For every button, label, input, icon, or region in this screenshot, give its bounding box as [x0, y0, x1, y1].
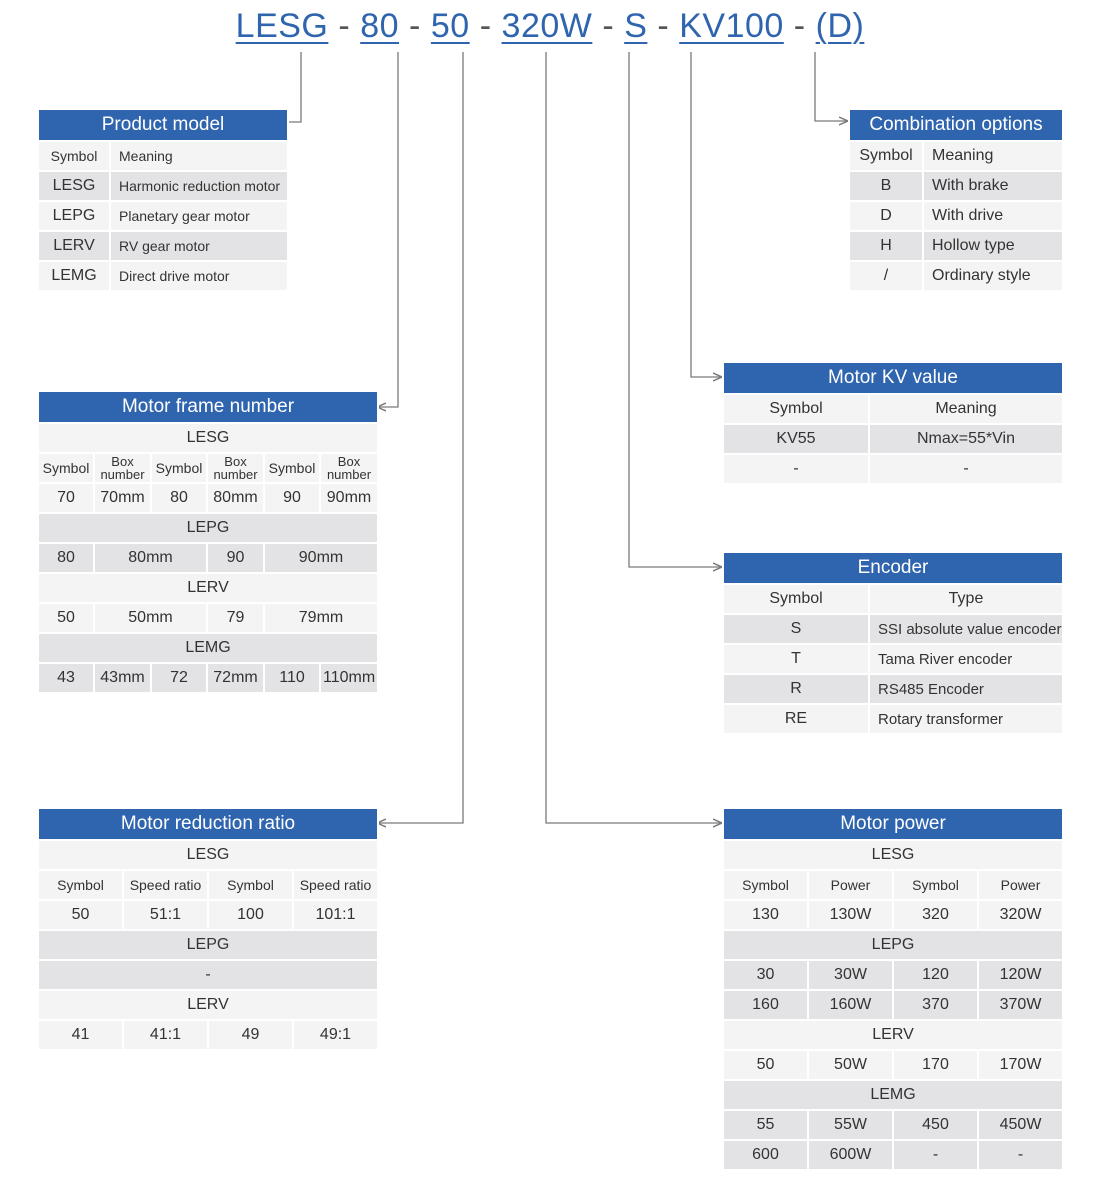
header-cell: Symbol — [38, 870, 123, 900]
value-cell: 320 — [893, 900, 978, 930]
value-cell: 450W — [978, 1110, 1063, 1140]
header-cell: Box number — [320, 453, 378, 483]
series-label-lesg: LESG — [723, 840, 1063, 870]
series-label-lepg: LEPG — [38, 930, 378, 960]
series-label-lesg: LESG — [38, 423, 378, 453]
connector-kv-value — [691, 52, 722, 377]
symbol-cell: / — [849, 261, 923, 291]
header-cell: Symbol — [849, 141, 923, 171]
connector-product-model — [287, 52, 301, 122]
value-cell: 160W — [808, 990, 893, 1020]
meaning-cell: With brake — [923, 171, 1063, 201]
value-cell: 130W — [808, 900, 893, 930]
value-cell: 72 — [151, 663, 207, 693]
header-cell: Symbol — [723, 870, 808, 900]
symbol-cell: T — [723, 644, 869, 674]
series-label-lemg: LEMG — [38, 633, 378, 663]
symbol-cell: LEMG — [38, 261, 110, 291]
meaning-cell: Ordinary style — [923, 261, 1063, 291]
series-label-lesg: LESG — [38, 840, 378, 870]
type-cell: SSI absolute value encoder — [869, 614, 1063, 644]
product-model-title: Product model — [38, 109, 288, 141]
value-cell: 130 — [723, 900, 808, 930]
value-cell: 50 — [38, 900, 123, 930]
value-cell: 370W — [978, 990, 1063, 1020]
code-separator: - — [602, 6, 615, 45]
symbol-cell: LESG — [38, 171, 110, 201]
value-cell: 110 — [264, 663, 320, 693]
motor-power-table — [722, 807, 1064, 1171]
type-cell: RS485 Encoder — [869, 674, 1063, 704]
value-cell: 90 — [264, 483, 320, 513]
value-cell: 170W — [978, 1050, 1063, 1080]
value-cell: - — [38, 960, 378, 990]
value-cell: 600 — [723, 1140, 808, 1170]
header-cell: Symbol — [151, 453, 207, 483]
value-cell: 30 — [723, 960, 808, 990]
header-cell: Symbol — [38, 453, 94, 483]
value-cell: 80mm — [94, 543, 207, 573]
series-label-lepg: LEPG — [723, 930, 1063, 960]
type-cell: Tama River encoder — [869, 644, 1063, 674]
series-label-lerv: LERV — [38, 573, 378, 603]
header-cell: Meaning — [869, 394, 1063, 424]
value-cell: 100 — [208, 900, 293, 930]
symbol-cell: B — [849, 171, 923, 201]
value-cell: 41:1 — [123, 1020, 208, 1050]
value-cell: 43 — [38, 663, 94, 693]
value-cell: - — [893, 1140, 978, 1170]
code-encoder: S — [624, 6, 648, 45]
value-cell: 90mm — [264, 543, 378, 573]
value-cell: 49 — [208, 1020, 293, 1050]
header-cell: Symbol — [723, 394, 869, 424]
header-cell: Symbol — [38, 141, 110, 171]
code-ratio: 50 — [430, 6, 470, 45]
combination-options-title: Combination options — [849, 109, 1063, 141]
frame-number-table — [37, 390, 379, 694]
header-cell: Speed ratio — [123, 870, 208, 900]
motor-power-title: Motor power — [723, 808, 1063, 840]
value-cell: 49:1 — [293, 1020, 378, 1050]
connector-motor-power — [546, 52, 722, 823]
header-cell: Type — [869, 584, 1063, 614]
value-cell: 600W — [808, 1140, 893, 1170]
value-cell: 70 — [38, 483, 94, 513]
value-cell: 51:1 — [123, 900, 208, 930]
symbol-cell: LERV — [38, 231, 110, 261]
meaning-cell: Harmonic reduction motor — [110, 171, 288, 201]
combination-options-table — [848, 108, 1064, 292]
value-cell: 110mm — [320, 663, 378, 693]
symbol-cell: H — [849, 231, 923, 261]
symbol-cell: - — [723, 454, 869, 484]
code-separator: - — [409, 6, 421, 45]
code-options: (D) — [815, 6, 865, 45]
header-cell: Symbol — [893, 870, 978, 900]
symbol-cell: S — [723, 614, 869, 644]
series-label-lepg: LEPG — [38, 513, 378, 543]
value-cell: 80 — [151, 483, 207, 513]
series-label-lerv: LERV — [723, 1020, 1063, 1050]
symbol-cell: LEPG — [38, 201, 110, 231]
value-cell: 79 — [207, 603, 264, 633]
value-cell: 370 — [893, 990, 978, 1020]
header-cell: Speed ratio — [293, 870, 378, 900]
connector-reduction-ratio — [377, 52, 463, 823]
symbol-cell: R — [723, 674, 869, 704]
value-cell: 50mm — [94, 603, 207, 633]
meaning-cell: Nmax=55*Vin — [869, 424, 1063, 454]
meaning-cell: Direct drive motor — [110, 261, 288, 291]
value-cell: 170 — [893, 1050, 978, 1080]
code-kv: KV100 — [679, 6, 784, 45]
header-cell: Meaning — [923, 141, 1063, 171]
value-cell: 90 — [207, 543, 264, 573]
symbol-cell: KV55 — [723, 424, 869, 454]
meaning-cell: - — [869, 454, 1063, 484]
value-cell: 50 — [723, 1050, 808, 1080]
frame-number-title: Motor frame number — [38, 391, 378, 423]
value-cell: 90mm — [320, 483, 378, 513]
connector-combination-options — [815, 52, 848, 121]
symbol-cell: RE — [723, 704, 869, 734]
type-cell: Rotary transformer — [869, 704, 1063, 734]
code-separator: - — [657, 6, 670, 45]
encoder-title: Encoder — [723, 552, 1063, 584]
value-cell: 41 — [38, 1020, 123, 1050]
meaning-cell: RV gear motor — [110, 231, 288, 261]
value-cell: 50 — [38, 603, 94, 633]
reduction-ratio-title: Motor reduction ratio — [38, 808, 378, 840]
series-label-lemg: LEMG — [723, 1080, 1063, 1110]
value-cell: 50W — [808, 1050, 893, 1080]
value-cell: 55 — [723, 1110, 808, 1140]
meaning-cell: Hollow type — [923, 231, 1063, 261]
code-separator: - — [793, 6, 806, 45]
value-cell: 120W — [978, 960, 1063, 990]
value-cell: 450 — [893, 1110, 978, 1140]
kv-value-table — [722, 361, 1064, 485]
value-cell: 320W — [978, 900, 1063, 930]
value-cell: 79mm — [264, 603, 378, 633]
series-label-lerv: LERV — [38, 990, 378, 1020]
header-cell: Power — [808, 870, 893, 900]
value-cell: 72mm — [207, 663, 264, 693]
header-cell: Power — [978, 870, 1063, 900]
code-frame: 80 — [360, 6, 400, 45]
value-cell: - — [978, 1140, 1063, 1170]
value-cell: 70mm — [94, 483, 151, 513]
code-separator: - — [338, 6, 351, 45]
header-cell: Box number — [94, 453, 151, 483]
meaning-cell: Planetary gear motor — [110, 201, 288, 231]
header-cell: Symbol — [208, 870, 293, 900]
code-power: 320W — [501, 6, 593, 45]
value-cell: 55W — [808, 1110, 893, 1140]
value-cell: 120 — [893, 960, 978, 990]
header-cell: Symbol — [264, 453, 320, 483]
value-cell: 30W — [808, 960, 893, 990]
kv-value-title: Motor KV value — [723, 362, 1063, 394]
connector-frame-number — [377, 52, 398, 407]
header-cell: Box number — [207, 453, 264, 483]
encoder-table — [722, 551, 1064, 735]
header-cell: Symbol — [723, 584, 869, 614]
code-series: LESG — [235, 6, 329, 45]
connector-encoder — [629, 52, 722, 567]
symbol-cell: D — [849, 201, 923, 231]
header-cell: Meaning — [110, 141, 288, 171]
value-cell: 80 — [38, 543, 94, 573]
code-separator: - — [479, 6, 492, 45]
meaning-cell: With drive — [923, 201, 1063, 231]
product-model-table — [37, 108, 289, 292]
value-cell: 160 — [723, 990, 808, 1020]
value-cell: 80mm — [207, 483, 264, 513]
reduction-ratio-table — [37, 807, 379, 1051]
value-cell: 101:1 — [293, 900, 378, 930]
value-cell: 43mm — [94, 663, 151, 693]
